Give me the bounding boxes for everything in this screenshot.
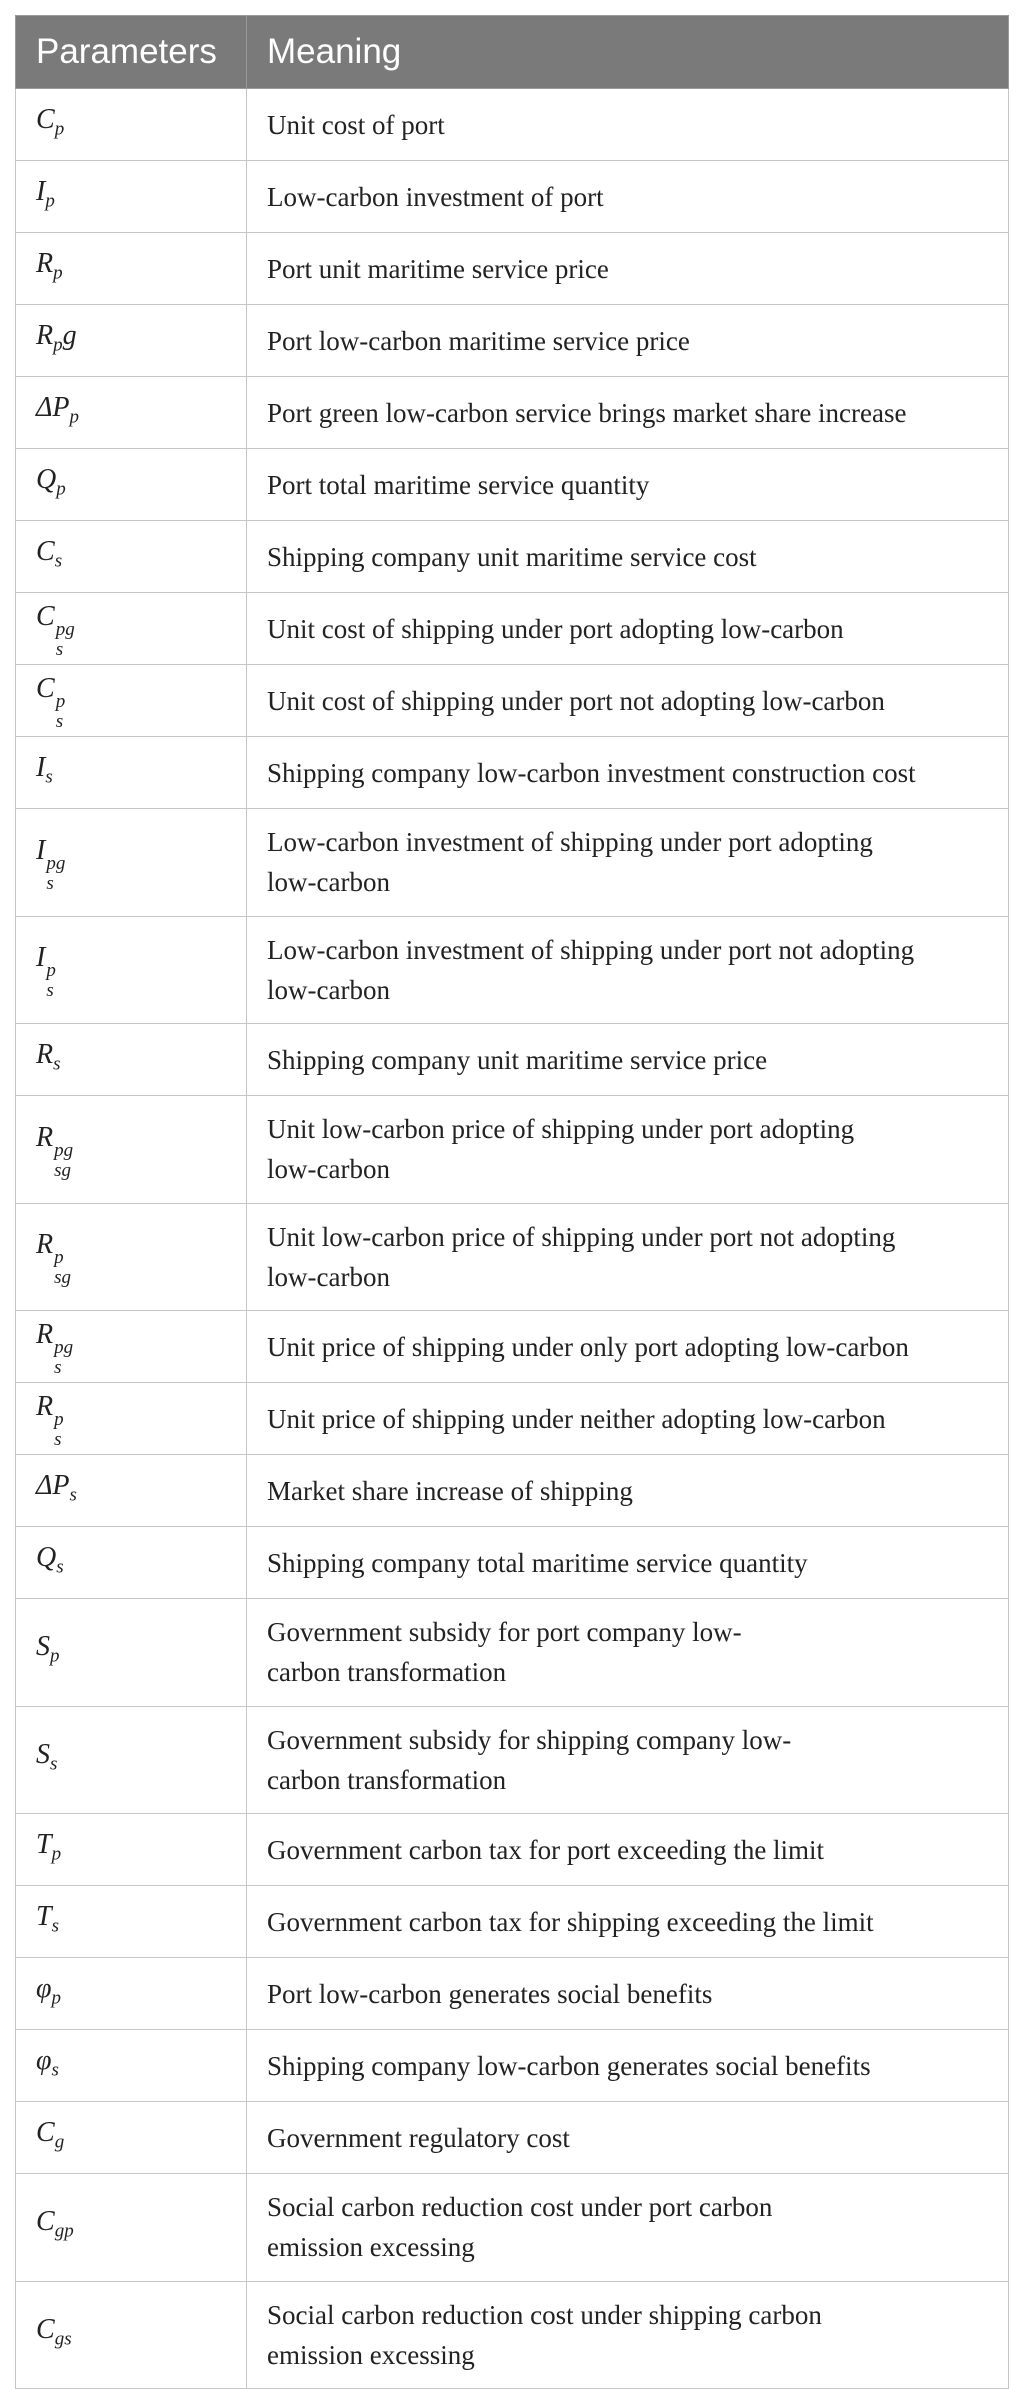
meaning-line: emission excessing [267,2232,475,2263]
meaning-line: emission excessing [267,2339,475,2370]
symbol-subscript: sg [54,1267,72,1289]
symbol-subscript: s [46,980,54,1002]
symbol-superscript: pg [54,1337,74,1359]
parameter-meaning [247,1096,1009,1204]
parameter-symbol [16,1455,247,1527]
table-row [16,809,1009,917]
symbol-scripts [54,1338,73,1378]
symbol-subscript: p [54,118,65,140]
symbol-base: Q [36,1541,57,1573]
symbol-base: φ [36,2044,52,2076]
parameter-meaning: Unit cost of port [247,89,1009,161]
parameter-symbol [16,161,247,233]
meaning-line: Social carbon reduction cost under port carbon [267,2192,773,2223]
symbol-superscript: pg [55,619,75,641]
parameter-meaning: Government carbon tax for port exceeding the limit [247,1814,1009,1886]
table-row [16,233,1009,305]
header-meaning: Meaning [247,16,1009,89]
parameter-symbol [16,1599,247,1707]
meaning-line: low-carbon [267,867,390,898]
symbol-subscript: p [51,1843,62,1865]
symbol-subscript: p [51,1987,61,2009]
parameter-symbol [16,305,247,377]
symbol-subscript: s [51,1915,59,1937]
symbol-base: C [36,600,55,632]
parameter-symbol [16,665,247,737]
parameter-meaning: Shipping company low-carbon generates social benefits [247,2030,1009,2102]
parameter-symbol [16,1383,247,1455]
symbol-base: R [36,1318,54,1350]
symbol-subscript: s [55,639,64,661]
symbol-base: ΔP [36,1469,70,1501]
symbol-superscript: p [55,691,66,713]
symbol-subscript: s [69,1484,77,1506]
symbol-scripts [56,692,66,732]
parameter-meaning: Shipping company unit maritime service price [247,1024,1009,1096]
table-row [16,1706,1009,1814]
symbol-base: S [36,1738,50,1770]
parameter-symbol [16,593,247,665]
symbol-subscript: s [51,2059,59,2081]
parameters-table-container [15,15,1008,2389]
parameter-symbol [16,1024,247,1096]
meaning-line: Government subsidy for shipping company low- [267,1724,792,1755]
symbol-base: I [36,942,46,974]
symbol-superscript: pg [54,1139,74,1161]
table-row [16,2030,1009,2102]
parameter-symbol [16,2102,247,2174]
symbol-scripts [56,620,75,660]
table-row [16,161,1009,233]
table-row [16,1203,1009,1311]
parameter-symbol [16,1886,247,1958]
symbol-base: T [36,1900,52,1932]
symbol-subscript: s [50,1753,58,1775]
symbol-subscript: g [54,2131,65,2153]
table-row [16,2102,1009,2174]
parameter-symbol [16,1958,247,2030]
symbol-subscript: p [50,1646,60,1668]
meaning-line: carbon transformation [267,1657,507,1688]
table-row [16,916,1009,1024]
parameter-meaning: Unit cost of shipping under port not adopting low-carbon [247,665,1009,737]
table-row [16,2174,1009,2282]
header-parameters: Parameters [16,16,247,89]
parameter-symbol [16,89,247,161]
symbol-scripts [46,854,65,894]
parameter-meaning: Port green low-carbon service brings market share increase [247,377,1009,449]
parameter-meaning: Unit price of shipping under only port adopting low-carbon [247,1311,1009,1383]
meaning-line: low-carbon [267,974,390,1005]
parameter-meaning [247,1706,1009,1814]
parameter-symbol [16,1706,247,1814]
table-row [16,305,1009,377]
parameter-meaning: Shipping company total maritime service quantity [247,1527,1009,1599]
parameter-symbol [16,2030,247,2102]
symbol-base: C [36,672,55,704]
symbol-scripts [54,1248,71,1288]
parameter-symbol [16,233,247,305]
table-body [16,89,1009,2389]
parameter-symbol [16,1311,247,1383]
symbol-base: Q [36,463,57,495]
symbol-base: T [36,1828,52,1860]
parameter-meaning [247,2174,1009,2282]
parameter-meaning: Low-carbon investment of port [247,161,1009,233]
symbol-suffix: g [62,319,77,351]
parameter-meaning [247,1203,1009,1311]
symbol-scripts [46,961,56,1001]
parameter-meaning: Market share increase of shipping [247,1455,1009,1527]
symbol-subscript: s [54,550,63,572]
symbol-base: C [36,103,55,135]
table-row [16,593,1009,665]
symbol-base: I [36,751,46,783]
table-row [16,1311,1009,1383]
meaning-line: Government subsidy for port company low- [267,1617,742,1648]
symbol-base: C [36,2206,55,2238]
table-row [16,521,1009,593]
parameter-meaning: Port total maritime service quantity [247,449,1009,521]
symbol-base: R [36,1390,54,1422]
table-row [16,665,1009,737]
parameter-symbol [16,809,247,917]
symbol-base: R [36,1229,54,1261]
parameter-symbol [16,449,247,521]
parameter-meaning: Government regulatory cost [247,2102,1009,2174]
symbol-subscript: gs [54,2328,72,2350]
table-row [16,1383,1009,1455]
parameter-meaning: Government carbon tax for shipping exceeding the limit [247,1886,1009,1958]
parameter-symbol [16,521,247,593]
symbol-subscript: s [45,766,53,788]
symbol-scripts [54,1410,64,1450]
table-row [16,1096,1009,1204]
symbol-subscript: s [54,1357,62,1379]
table-row [16,1814,1009,1886]
parameter-meaning: Unit cost of shipping under port adopting low-carbon [247,593,1009,665]
table-row [16,1886,1009,1958]
meaning-line: carbon transformation [267,1764,507,1795]
parameter-meaning [247,809,1009,917]
meaning-line: Low-carbon investment of shipping under port not adopting [267,934,915,965]
symbol-base: R [36,1121,54,1153]
table-row [16,1527,1009,1599]
symbol-base: φ [36,1972,52,2004]
parameter-symbol [16,737,247,809]
table-header [16,16,1009,89]
symbol-base: R [36,247,54,279]
meaning-line: Low-carbon investment of shipping under port adopting [267,827,873,858]
header-row [16,16,1009,89]
parameter-symbol [16,377,247,449]
parameter-symbol [16,2281,247,2389]
symbol-base: C [36,2116,55,2148]
symbol-subscript: s [53,1053,61,1075]
parameter-meaning [247,1599,1009,1707]
symbol-subscript: s [46,872,54,894]
meaning-line: low-carbon [267,1154,390,1185]
symbol-base: I [36,834,46,866]
symbol-superscript: p [46,960,56,982]
parameters-table [15,15,1009,2389]
parameter-symbol [16,916,247,1024]
table-row [16,89,1009,161]
symbol-base: R [36,1038,54,1070]
parameter-meaning [247,916,1009,1024]
symbol-subscript: s [55,711,64,733]
symbol-subscript: p [53,262,63,284]
symbol-superscript: p [54,1247,64,1269]
symbol-subscript: s [54,1429,62,1451]
parameter-symbol [16,1814,247,1886]
symbol-subscript: p [45,190,55,212]
parameter-meaning: Shipping company unit maritime service cost [247,521,1009,593]
symbol-base: I [36,175,46,207]
symbol-subscript: gp [54,2221,74,2243]
meaning-line: Unit low-carbon price of shipping under port not adopting [267,1221,896,1252]
symbol-subscript: s [56,1556,64,1578]
parameter-symbol [16,1527,247,1599]
symbol-superscript: p [54,1409,64,1431]
table-row [16,1455,1009,1527]
parameter-meaning: Shipping company low-carbon investment construction cost [247,737,1009,809]
meaning-line: Unit low-carbon price of shipping under port adopting [267,1114,855,1145]
parameter-symbol [16,1096,247,1204]
symbol-base: S [36,1631,50,1663]
symbol-base: C [36,535,55,567]
symbol-base: R [36,319,54,351]
parameter-meaning: Port low-carbon generates social benefits [247,1958,1009,2030]
symbol-subscript: sg [54,1159,72,1181]
meaning-line: low-carbon [267,1261,390,1292]
symbol-superscript: pg [46,852,66,874]
table-row [16,377,1009,449]
parameter-symbol [16,1203,247,1311]
parameter-symbol [16,2174,247,2282]
symbol-base: ΔP [36,391,70,423]
symbol-scripts [54,1141,73,1181]
symbol-subscript: p [69,406,80,428]
symbol-subscript: p [53,334,63,356]
table-row [16,1958,1009,2030]
symbol-base: C [36,2313,55,2345]
table-row [16,2281,1009,2389]
parameter-meaning [247,2281,1009,2389]
symbol-subscript: p [56,478,66,500]
parameter-meaning: Port unit maritime service price [247,233,1009,305]
parameter-meaning: Unit price of shipping under neither adopting low-carbon [247,1383,1009,1455]
meaning-line: Social carbon reduction cost under shipping carbon [267,2299,822,2330]
table-row [16,449,1009,521]
table-row [16,737,1009,809]
parameter-meaning: Port low-carbon maritime service price [247,305,1009,377]
table-row [16,1024,1009,1096]
table-row [16,1599,1009,1707]
